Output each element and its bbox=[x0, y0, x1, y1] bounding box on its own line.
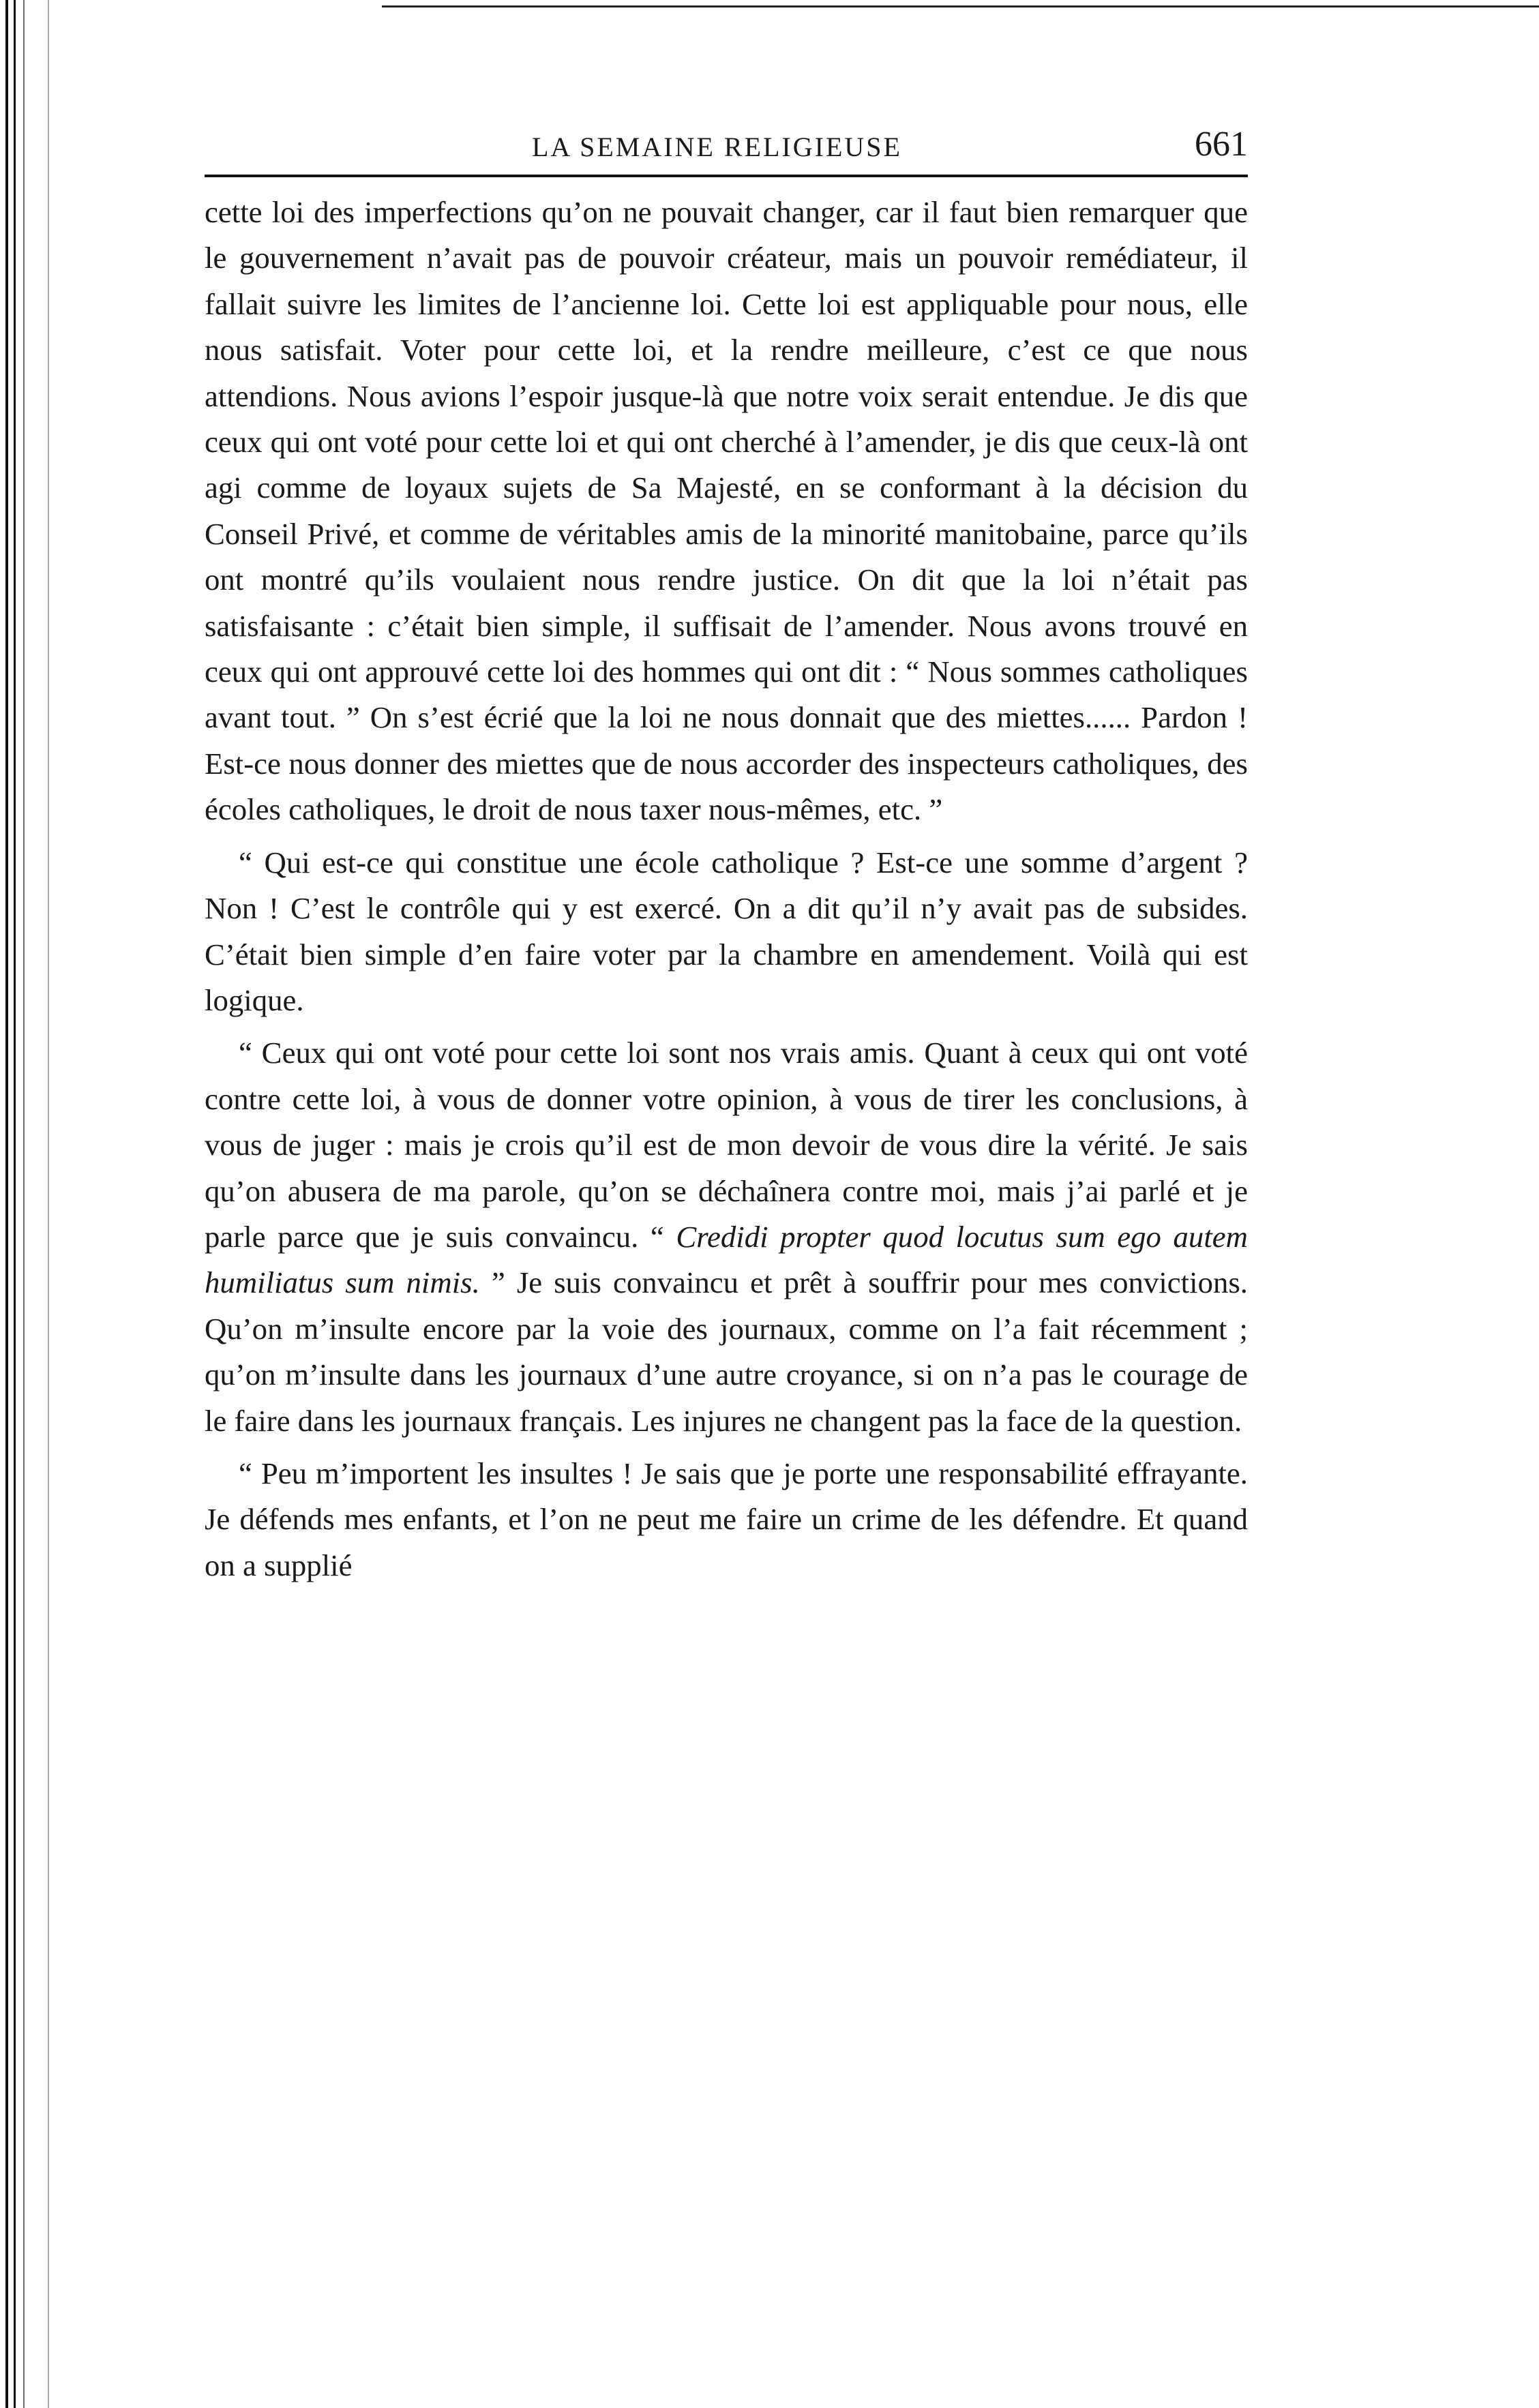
book-page bbox=[205, 116, 1248, 1589]
body-text bbox=[205, 190, 1248, 1589]
paragraph-3-text-after: ” Je suis convaincu et prêt à souffrir pour mes convictions. Qu’on m’insulte encore par la voie des journaux, comme on l’a fait récemment ; qu’on m’insulte dans les journaux d’une autre croyance, si on n’a pas le courage de le faire dans les journaux français. Les injures ne changent pas la face de la question. bbox=[205, 1265, 1248, 1438]
header-rule bbox=[205, 175, 1248, 177]
paragraph-3 bbox=[205, 1030, 1248, 1444]
running-title: LA SEMAINE RELIGIEUSE bbox=[532, 132, 902, 162]
latin-quotation: Credidi propter quod locutus sum ego autem humiliatus sum nimis. bbox=[205, 1219, 1248, 1300]
page-binding-edge bbox=[0, 0, 75, 2408]
paragraph-2: “ Qui est-ce qui constitue une école catholique ? Est-ce une somme d’argent ? Non ! C’est le contrôle qui y est exercé. On a dit qu’il n’y avait pas de subsides. C’était bien simple d’en faire voter par la chambre en amendement. Voilà qui est logique. bbox=[205, 845, 1248, 1017]
paragraph-3-text-before: “ Ceux qui ont voté pour cette loi sont nos vrais amis. Quant à ceux qui ont voté contre cette loi, à vous de donner votre opinion, à vous de tirer les conclusions, à vous de juger : mais je crois qu’il est de mon devoir de vous dire la vérité. Je sais qu’on abusera de ma parole, qu’on se déchaînera contre moi, mais j’ai parlé et je parle parce que je suis convaincu. “ bbox=[205, 1036, 1248, 1254]
running-header bbox=[205, 116, 1248, 170]
scan-top-border bbox=[382, 5, 1539, 7]
paragraph-1: cette loi des imperfections qu’on ne pouvait changer, car il faut bien remarquer que le gouvernement n’avait pas de pouvoir créateur, mais un pouvoir remédiateur, il fallait suivre les limites de l’ancienne loi. Cette loi est appliquable pour nous, elle nous satisfait. Voter pour cette loi, et la rendre meilleure, c’est ce que nous attendions. Nous avions l’espoir jusque-là que notre voix serait entendue. Je dis que ceux qui ont voté pour cette loi et qui ont cherché à l’amender, je dis que ceux-là ont agi comme de loyaux sujets de Sa Majesté, en se conformant à la décision du Conseil Privé, et comme de véritables amis de la minorité manitobaine, parce qu’ils ont montré qu’ils voulaient nous rendre justice. On dit que la loi n’était pas satisfaisante : c’était bien simple, il suffisait de l’amender. Nous avons trouvé en ceux qui ont approuvé cette loi des hommes qui ont dit : “ Nous sommes catholiques avant tout. ” On s’est écrié que la loi ne nous donnait que des miettes...... Pardon ! Est-ce nous donner des miettes que de nous accorder des inspecteurs catholiques, des écoles catholiques, le droit de nous taxer nous-mêmes, etc. ” bbox=[205, 195, 1248, 827]
paragraph-4: “ Peu m’importent les insultes ! Je sais que je porte une responsabilité effrayante. Je défends mes enfants, et l’on ne peut me faire un crime de les défendre. Et quand on a supplié bbox=[205, 1456, 1248, 1582]
page-number: 661 bbox=[1195, 125, 1248, 164]
